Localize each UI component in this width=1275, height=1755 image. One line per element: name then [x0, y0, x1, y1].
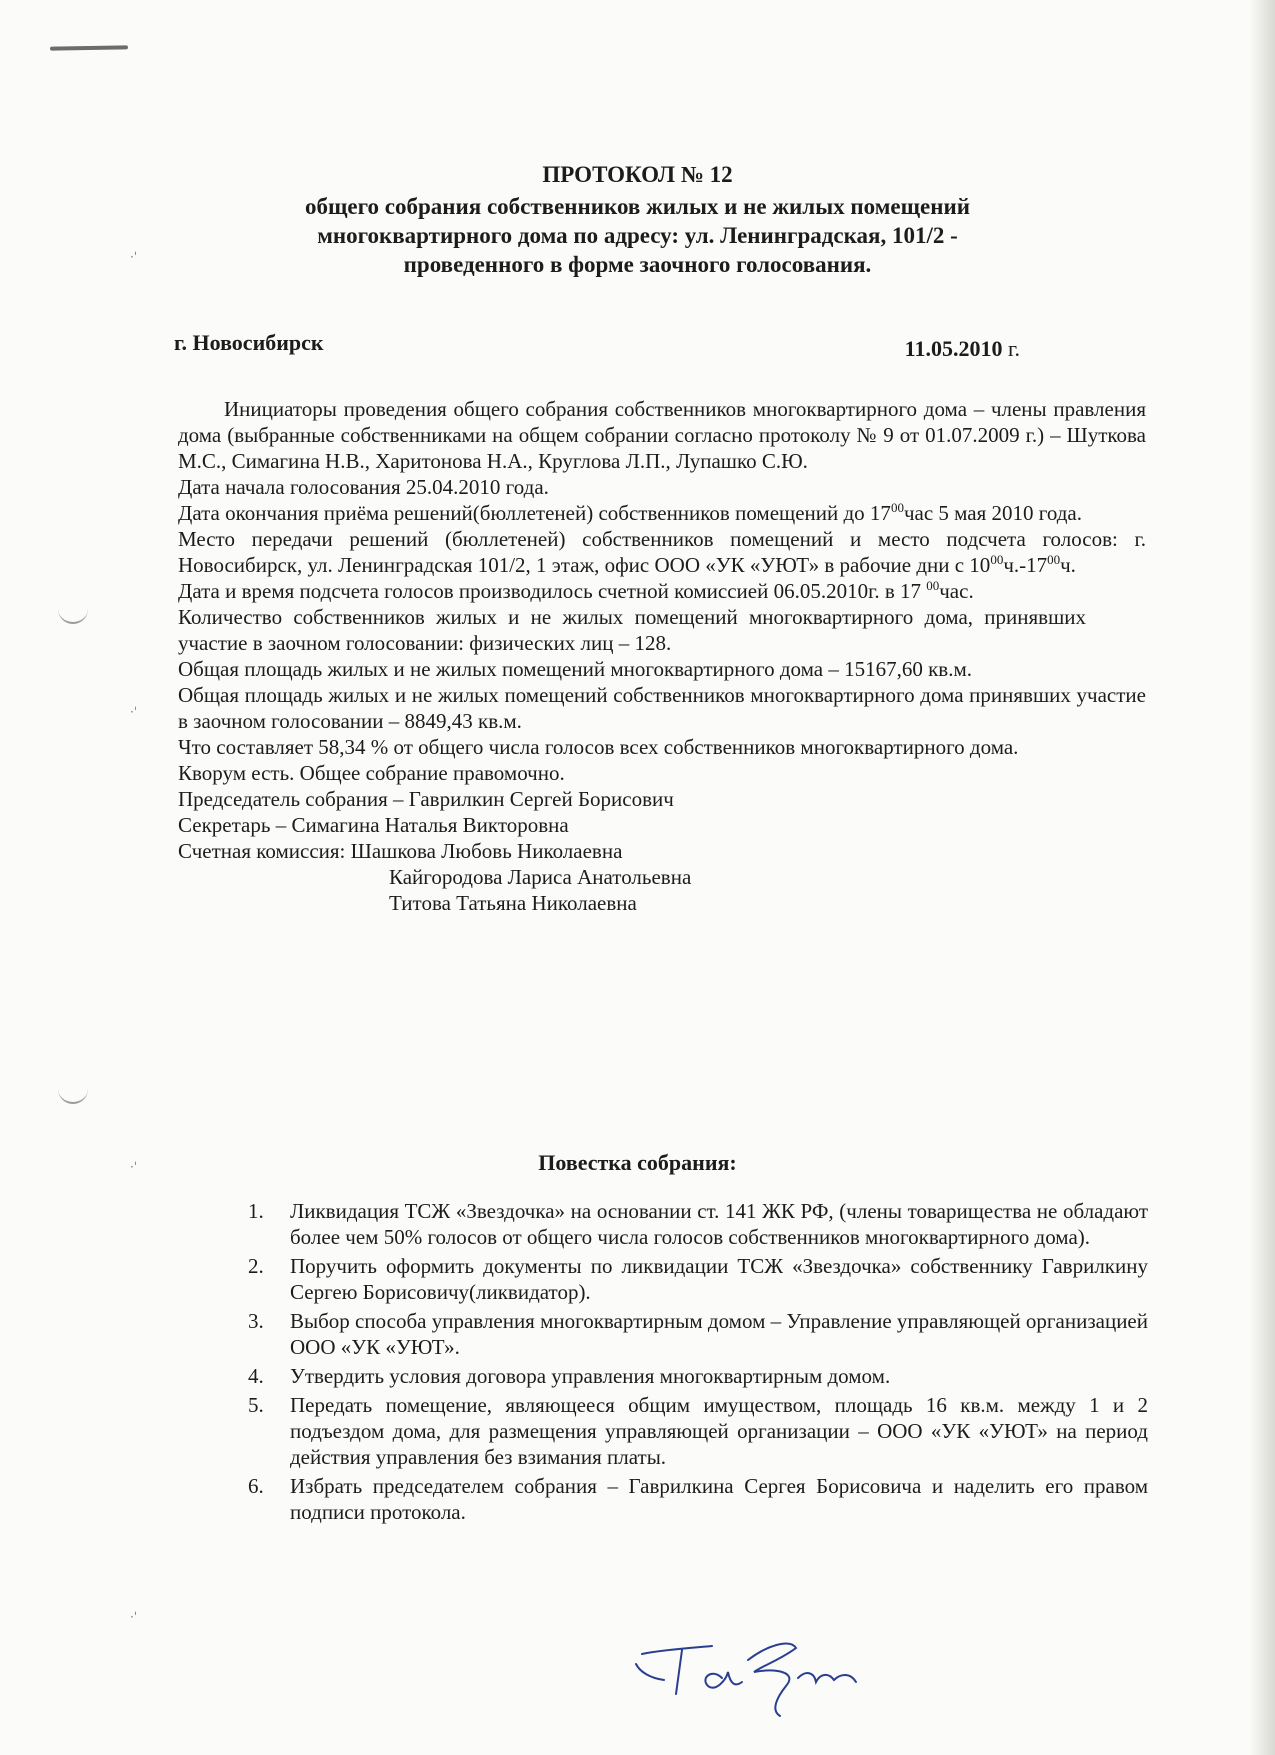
scan-speck: ·ˈ — [130, 250, 138, 264]
scan-speck: ·ˈ — [130, 705, 138, 719]
protocol-body — [178, 396, 1146, 916]
punch-hole-mark — [58, 600, 88, 624]
document-subtitle-line-3: проведенного в форме заочного голосования. — [403, 252, 872, 277]
committee-member: Кайгородова Лариса Анатольевна — [389, 865, 692, 889]
vote-start-date: Дата начала голосования 25.04.2010 года. — [178, 475, 549, 499]
agenda-heading: Повестка собрания: — [538, 1150, 737, 1175]
initiators-paragraph: Инициаторы проведения общего собрания собственников многоквартирного дома – члены правления дома (выбранные собственниками на общем собрании согласно протоколу № 9 от 01.07.2009 г.) – Шуткова М.С., Симагина Н.В., Харитонова Н.А., Круглова Л.П., Лупашко С.Ю. — [178, 397, 1146, 473]
agenda-item: 1. Ликвидация ТСЖ «Звездочка» на основании ст. 141 ЖК РФ, (члены товарищества не обладают более чем 50% голосов от общего числа голосов собственников многоквартирного дома). — [248, 1199, 1148, 1249]
agenda-item: 6. Избрать председателем собрания – Гаврилкина Сергея Борисовича и наделить его правом подписи протокола. — [248, 1474, 1148, 1524]
agenda-item: 3. Выбор способа управления многоквартирным домом – Управление управляющей организацией ООО «УК «УЮТ». — [248, 1309, 1148, 1359]
count-date: Дата и время подсчета голосов производилось счетной комиссией 06.05.2010г. в 17 $^{00}$час. — [178, 578, 974, 603]
vote-end-date: Дата окончания приёма решений(бюллетеней) собственников помещений до $17^{00}час$ 5 мая 2010 года. — [178, 500, 1083, 525]
chairman: Председатель собрания – Гаврилкин Сергей Борисович — [178, 787, 674, 811]
document-subtitle-line-2: многоквартирного дома по адресу: ул. Ленинградская, 101/2 - — [317, 223, 958, 248]
total-area: Общая площадь жилых и не жилых помещений многоквартирного дома – 15167,60 кв.м. — [178, 657, 973, 681]
document-title: ПРОТОКОЛ № 12 — [542, 162, 733, 187]
agenda-item: 2. Поручить оформить документы по ликвидации ТСЖ «Звездочка» собственнику Гаврилкину Сергею Борисовичу(ликвидатор). — [248, 1254, 1148, 1304]
handwritten-signature — [630, 1620, 890, 1720]
punch-hole-mark — [58, 1080, 88, 1104]
owners-count: Количество собственников жилых и не жилых помещений многоквартирного дома, принявших участие в заочном голосовании: физических лиц – 128. — [178, 605, 1086, 655]
counting-committee — [178, 838, 1146, 916]
scan-speck: ·ˈ — [130, 1610, 138, 1624]
document-date: 11.05.2010 г. — [904, 336, 1020, 361]
committee-member: Шашкова Любовь Николаевна — [350, 839, 623, 863]
quorum-statement: Кворум есть. Общее собрание правомочно. — [178, 761, 565, 785]
scan-speck: ·ˈ — [130, 1160, 138, 1174]
secretary: Секретарь – Симагина Наталья Викторовна — [178, 813, 569, 837]
committee-member: Титова Татьяна Николаевна — [389, 891, 637, 915]
staple-mark — [50, 45, 128, 50]
city: г. Новосибирск — [174, 330, 324, 355]
header-row — [174, 330, 1020, 361]
participants-area: Общая площадь жилых и не жилых помещений собственников многоквартирного дома принявших участие в заочном голосовании – 8849,43 кв.м. — [178, 683, 1146, 733]
document-subtitle-line-1: общего собрания собственников жилых и не жилых помещений — [305, 194, 970, 219]
agenda-list — [248, 1198, 1148, 1528]
votes-percent: Что составляет 58,34 % от общего числа голосов всех собственников многоквартирного дома. — [178, 735, 1019, 759]
committee-label: Счетная комиссия: — [178, 839, 351, 863]
ballot-place: Место передачи решений (бюллетеней) собственников помещений и место подсчета голосов: г. Новосибирск, ул. Ленинградская 101/2, 1 этаж, офис ООО «УК «УЮТ» в рабочие дни с $10^{00}ч.-17^{00}ч$. — [178, 527, 1146, 577]
agenda-item: 4. Утвердить условия договора управления многоквартирным домом. — [248, 1364, 891, 1388]
agenda-item: 5. Передать помещение, являющееся общим имуществом, площадь 16 кв.м. между 1 и 2 подъездом дома, для размещения управляющей организации – ООО «УК «УЮТ» на период действия управления без взимания платы. — [248, 1393, 1148, 1469]
